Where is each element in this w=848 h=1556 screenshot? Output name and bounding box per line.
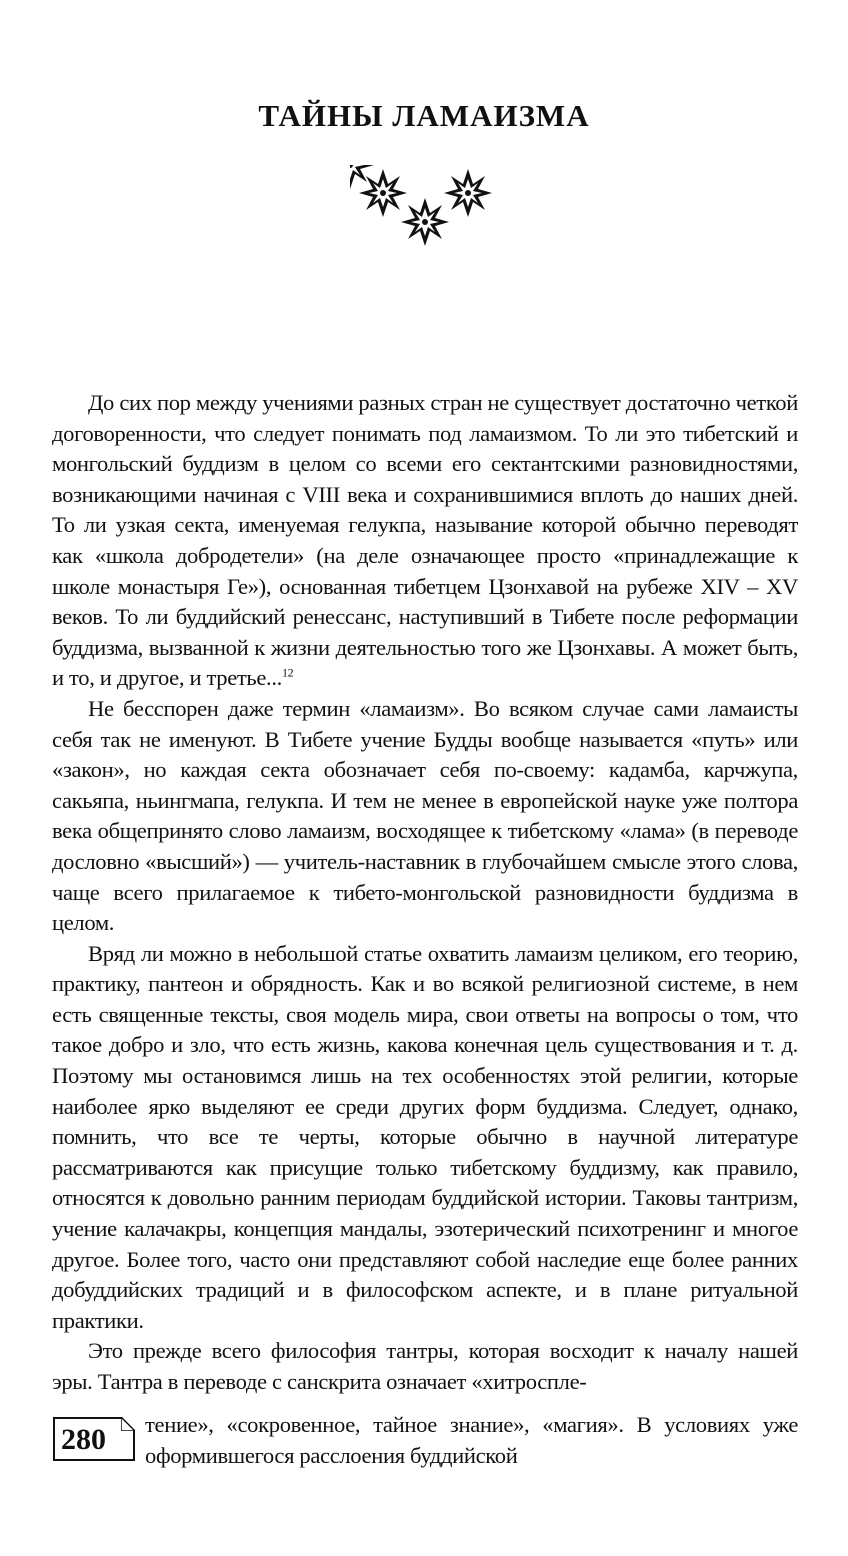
page-number: 280 bbox=[61, 1423, 106, 1456]
article-body bbox=[52, 388, 798, 1398]
paragraph bbox=[52, 388, 798, 694]
page-corner-fold-icon bbox=[121, 1417, 135, 1431]
three-stars-icon bbox=[350, 165, 500, 250]
paragraph: Это прежде всего философия тантры, которая восходит к началу нашей эры. Тантра в переводе с санскрита означает «хитроспле- bbox=[52, 1338, 798, 1394]
paragraph: Вряд ли можно в небольшой статье охватить ламаизм целиком, его теорию, практику, пантеон и обрядность. Как и во всякой религиозной системе, в нем есть священные тексты, своя модель мира, свои ответы на вопросы о том, что такое добро и зло, что есть жизнь, какова конечная цель существования и т. д. Поэтому мы остановимся лишь на тех особенностях этой религии, которые наиболее ярко выделяют ее среди других форм буддизма. Следует, однако, помнить, что все те черты, которые обычно в научной литературе рассматриваются как присущие только тибетскому буддизму, как правило, относятся к довольно ранним периодам буддийской истории. Таковы тантризм, учение калачакры, концепция мандалы, эзотерический психотренинг и многое другое. Более того, часто они представляют собой наследие еще более ранних добуддийских традиций и в философском аспекте, и в плане ритуальной практики. bbox=[52, 940, 798, 1333]
paragraph: Не бесспорен даже термин «ламаизм». Во всяком случае сами ламаисты себя так не именуют. В Тибете учение Будды вообще называется «путь» или «закон», но каждая секта обозначает себя по-своему: кадамба, карчжупа, сакьяпа, ньингмапа, гелукпа. И тем не менее в европейской науке уже полтора века общепринято слово ламаизм, восходящее к тибетскому «лама» (в переводе дословно «высший») — учитель-наставник в глубочайшем смысле этого слова, чаще всего прилагаемое к тибето-монгольской разновидности буддизма в целом. bbox=[52, 695, 798, 936]
chapter-title: ТАЙНЫ ЛАМАИЗМА bbox=[258, 98, 590, 133]
paragraph-text: До сих пор между учениями разных стран не существует достаточно четкой договоренности, что следует понимать под ламаизмом. То ли это тибетский и монгольский буддизм в целом со всеми его сектантскими разновидностями, возникающими начиная с VIII века и сохранившимися вплоть до наших дней. То ли узкая секта, именуемая гелукпа, называние которой обычно переводят как «школа добродетели» (на деле означающее просто «принадлежащие к школе монастыря Ге»), основанная тибетцем Цзонхавой на рубеже XIV – XV веков. То ли буддийский ренессанс, наступивший в Тибете после реформации буддизма, вызванной к жизни деятельностью того же Цзонхавы. А может быть, и то, и другое, и третье... bbox=[52, 390, 798, 691]
continuation-text: тение», «сокровенное, тайное знание», «магия». В условиях уже оформившегося расслоения буддийской bbox=[145, 1412, 798, 1468]
page-number-box bbox=[53, 1417, 135, 1461]
star-ornament bbox=[350, 165, 374, 189]
footnote-ref[interactable]: 12 bbox=[281, 665, 294, 680]
